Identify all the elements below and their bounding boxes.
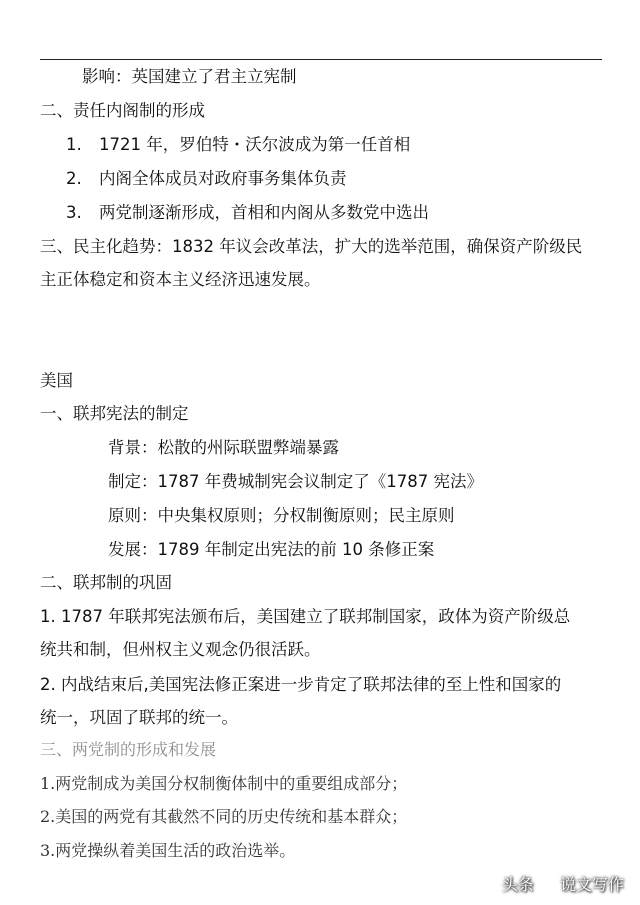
list-item-number: 1. (66, 135, 82, 154)
section-title-two-party: 三、两党制的形成和发展 (40, 740, 217, 759)
constitution-item: 原则：中央集权原则；分权制衡原则；民主原则 (108, 506, 455, 525)
democratization-line-1: 三、民主化趋势：1832 年议会改革法，扩大的选举范围，确保资产阶级民 (40, 237, 583, 256)
federalism-p2-line2: 统一，巩固了联邦的统一。 (40, 708, 238, 727)
list-item-text: 两党制逐渐形成，首相和内阁从多数党中选出 (99, 203, 429, 222)
democratization-line-2: 主正体稳定和资本主义经济迅速发展。 (40, 270, 321, 289)
section-title-cabinet: 二、责任内阁制的形成 (40, 101, 205, 120)
list-item (66, 168, 347, 190)
list-item-text: 内阁全体成员对政府事务集体负责 (99, 169, 347, 188)
constitution-item: 背景：松散的州际联盟弊端暴露 (108, 438, 339, 457)
two-party-item: 2.美国的两党有其截然不同的历史传统和基本群众； (40, 807, 408, 826)
list-item (66, 202, 429, 224)
usa-heading: 美国 (40, 371, 73, 390)
section-title-federalism: 二、联邦制的巩固 (40, 573, 172, 592)
list-item-text: 1721 年，罗伯特・沃尔波成为第一任首相 (99, 135, 411, 154)
top-divider (40, 59, 602, 60)
watermark (502, 872, 624, 895)
list-item-number: 3. (66, 203, 82, 222)
list-item-number: 2. (66, 169, 82, 188)
list-item (66, 134, 410, 156)
two-party-item: 1.两党制成为美国分权制衡体制中的重要组成部分； (40, 774, 408, 793)
federalism-p2-line1: 2. 内战结束后,美国宪法修正案进一步肯定了联邦法律的至上性和国家的 (40, 675, 562, 694)
two-party-item: 3.两党操纵着美国生活的政治选举。 (40, 841, 296, 860)
camera-icon (541, 876, 553, 888)
watermark-left: 头条 (501, 875, 534, 894)
federalism-p1-line2: 统共和制，但州权主义观念仍很活跃。 (40, 640, 321, 659)
constitution-item: 发展：1789 年制定出宪法的前 10 条修正案 (108, 540, 435, 559)
watermark-right: 说文写作 (559, 875, 624, 894)
section-title-constitution: 一、联邦宪法的制定 (40, 404, 189, 423)
influence-line: 影响：英国建立了君主立宪制 (82, 67, 297, 86)
constitution-item: 制定：1787 年费城制宪会议制定了《1787 宪法》 (108, 472, 483, 491)
federalism-p1-line1: 1. 1787 年联邦宪法颁布后，美国建立了联邦制国家，政体为资产阶级总 (40, 607, 571, 626)
